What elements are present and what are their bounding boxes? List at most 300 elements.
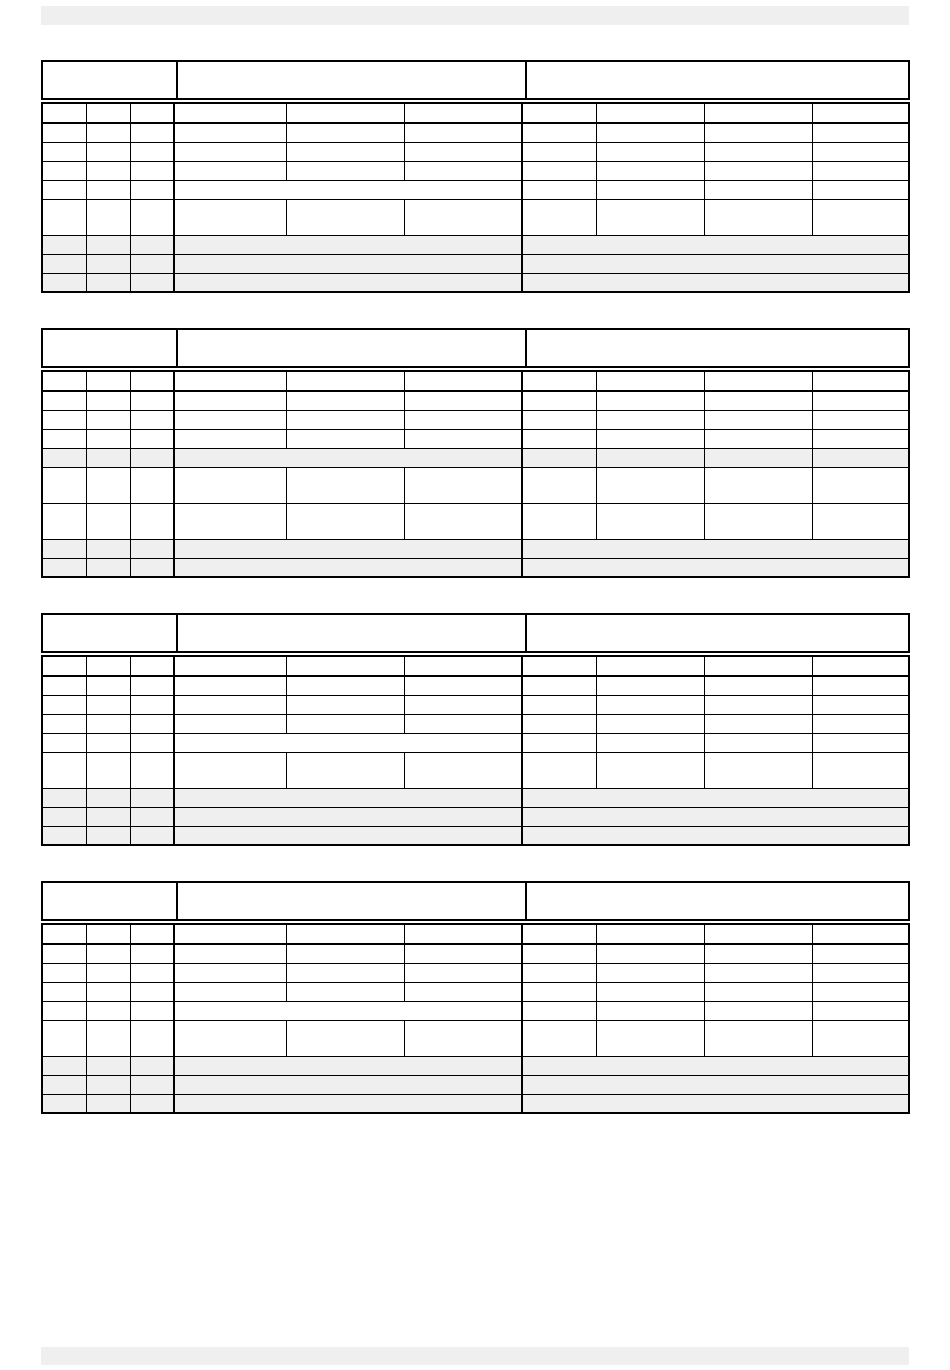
table-cell (522, 235, 909, 254)
table-cell (42, 826, 86, 845)
table-cell (130, 1094, 174, 1113)
table-cell (130, 410, 174, 429)
table-cell (812, 103, 909, 123)
table-cell (86, 391, 130, 410)
table-cell (174, 123, 286, 142)
table-cell (522, 1094, 909, 1113)
table-row (42, 676, 909, 695)
table-cell (42, 1056, 86, 1075)
table-cell (86, 714, 130, 733)
table-cell (522, 982, 596, 1001)
table-cell (704, 103, 812, 123)
table-cell (130, 235, 174, 254)
header-divider (176, 330, 178, 366)
table-cell (42, 161, 86, 180)
table-cell (86, 982, 130, 1001)
table-cell (704, 982, 812, 1001)
table-row (42, 807, 909, 826)
table-row (42, 963, 909, 982)
table-cell (404, 656, 522, 676)
header-divider (525, 615, 527, 651)
table-cell (286, 1020, 404, 1056)
table-cell (522, 123, 596, 142)
table-cell (596, 676, 704, 695)
table-cell (812, 982, 909, 1001)
table-cell (404, 103, 522, 123)
table-header-strip (41, 613, 910, 653)
table-cell (130, 788, 174, 807)
table-cell (522, 752, 596, 788)
table-cell (86, 752, 130, 788)
table-cell (174, 982, 286, 1001)
table-cell (812, 676, 909, 695)
table-cell (404, 944, 522, 963)
table-cell (174, 656, 286, 676)
table-cell (704, 963, 812, 982)
table-row (42, 788, 909, 807)
table-cell (130, 733, 174, 752)
table-cell (286, 142, 404, 161)
table-cell (704, 1020, 812, 1056)
table-cell (812, 503, 909, 539)
table-cell (704, 180, 812, 199)
table-cell (174, 273, 522, 292)
table-cell (130, 1001, 174, 1020)
table-cell (130, 371, 174, 391)
table-cell (704, 429, 812, 448)
table-cell (596, 963, 704, 982)
header-divider (525, 62, 527, 98)
data-grid (41, 655, 910, 846)
table-cell (42, 180, 86, 199)
table-cell (42, 963, 86, 982)
table-cell (596, 199, 704, 235)
table-cell (522, 558, 909, 577)
table-cell (42, 1075, 86, 1094)
table-cell (130, 273, 174, 292)
table-cell (704, 448, 812, 467)
table-cell (42, 142, 86, 161)
table-cell (174, 103, 286, 123)
table-cell (522, 1001, 596, 1020)
table-cell (130, 254, 174, 273)
table-cell (86, 558, 130, 577)
table-cell (404, 695, 522, 714)
table-cell (86, 944, 130, 963)
table-cell (596, 714, 704, 733)
table-row (42, 391, 909, 410)
column-header-row (42, 656, 909, 676)
table-cell (812, 391, 909, 410)
table-cell (42, 733, 86, 752)
table-cell (286, 199, 404, 235)
table-cell (522, 714, 596, 733)
table-cell (174, 235, 522, 254)
table-cell (704, 467, 812, 503)
table-cell (286, 695, 404, 714)
table-cell (704, 1001, 812, 1020)
table-cell (522, 826, 909, 845)
table-cell (130, 142, 174, 161)
table-cell (286, 161, 404, 180)
table-cell (42, 429, 86, 448)
table-cell (522, 944, 596, 963)
table-cell (130, 963, 174, 982)
table-row (42, 733, 909, 752)
table-cell (130, 180, 174, 199)
table-cell (86, 1075, 130, 1094)
table-cell (596, 103, 704, 123)
table-cell (42, 467, 86, 503)
table-cell (174, 807, 522, 826)
table-cell (174, 826, 522, 845)
table-cell (596, 410, 704, 429)
header-divider (525, 883, 527, 919)
table-cell (404, 467, 522, 503)
table-cell (174, 161, 286, 180)
table-cell (286, 123, 404, 142)
table-cell (812, 429, 909, 448)
table-cell (86, 807, 130, 826)
table-cell (704, 695, 812, 714)
table-cell (704, 944, 812, 963)
table-cell (174, 788, 522, 807)
table-cell (522, 656, 596, 676)
table-cell (86, 788, 130, 807)
table-cell (286, 963, 404, 982)
table-cell (130, 944, 174, 963)
table-row (42, 714, 909, 733)
table-cell (522, 199, 596, 235)
table-cell (596, 1001, 704, 1020)
table-row (42, 503, 909, 539)
table-cell (596, 448, 704, 467)
table-cell (404, 123, 522, 142)
table-cell (812, 752, 909, 788)
table-cell (596, 467, 704, 503)
table-cell (86, 273, 130, 292)
table-cell (86, 924, 130, 944)
table-cell (704, 656, 812, 676)
table-cell (42, 807, 86, 826)
table-cell (522, 676, 596, 695)
table-cell (174, 558, 522, 577)
table-cell (596, 695, 704, 714)
table-cell (86, 142, 130, 161)
table-cell (812, 161, 909, 180)
table-cell (286, 752, 404, 788)
table-cell (86, 656, 130, 676)
table-cell (174, 467, 286, 503)
table-cell (596, 391, 704, 410)
table-cell (812, 714, 909, 733)
table-cell (596, 142, 704, 161)
table-cell (86, 733, 130, 752)
table-cell (42, 924, 86, 944)
table-row (42, 180, 909, 199)
table-cell (86, 695, 130, 714)
table-cell (130, 982, 174, 1001)
table-row (42, 826, 909, 845)
table-cell (522, 1056, 909, 1075)
table-cell (404, 1020, 522, 1056)
table-cell (286, 944, 404, 963)
table-cell (404, 410, 522, 429)
table-cell (812, 733, 909, 752)
table-row (42, 273, 909, 292)
table-cell (404, 963, 522, 982)
table-cell (174, 371, 286, 391)
table-cell (286, 924, 404, 944)
table-cell (704, 410, 812, 429)
table-cell (42, 391, 86, 410)
table-cell (130, 714, 174, 733)
table-cell (404, 503, 522, 539)
table-row (42, 1075, 909, 1094)
table-cell (42, 235, 86, 254)
header-divider (525, 330, 527, 366)
column-header-row (42, 103, 909, 123)
table-cell (404, 142, 522, 161)
table-cell (130, 103, 174, 123)
table-cell (704, 503, 812, 539)
table-cell (86, 676, 130, 695)
table-cell (130, 391, 174, 410)
table-cell (86, 429, 130, 448)
table-cell (42, 410, 86, 429)
table-cell (522, 807, 909, 826)
table-cell (42, 1020, 86, 1056)
table-cell (86, 103, 130, 123)
table-cell (522, 448, 596, 467)
table-cell (286, 503, 404, 539)
table-cell (522, 1020, 596, 1056)
table-cell (596, 429, 704, 448)
footer-band (41, 1347, 909, 1365)
table-header-strip (41, 881, 910, 921)
table-cell (404, 391, 522, 410)
table-row (42, 429, 909, 448)
table-cell (130, 503, 174, 539)
table-cell (404, 752, 522, 788)
table-cell (404, 714, 522, 733)
table-row (42, 123, 909, 142)
table-cell (86, 503, 130, 539)
table-cell (522, 273, 909, 292)
table-cell (174, 503, 286, 539)
table-cell (522, 963, 596, 982)
table-cell (704, 371, 812, 391)
data-grid (41, 370, 910, 578)
table-row (42, 161, 909, 180)
table-cell (596, 982, 704, 1001)
table-cell (596, 180, 704, 199)
table-cell (596, 123, 704, 142)
table-cell (286, 391, 404, 410)
table-row (42, 558, 909, 577)
table-cell (42, 695, 86, 714)
table-cell (42, 448, 86, 467)
table-cell (522, 429, 596, 448)
table-cell (812, 371, 909, 391)
table-cell (404, 161, 522, 180)
table-cell (42, 254, 86, 273)
table-cell (174, 944, 286, 963)
table-cell (86, 180, 130, 199)
header-band (41, 6, 909, 25)
table-cell (42, 103, 86, 123)
table-cell (522, 695, 596, 714)
table-cell (174, 410, 286, 429)
table-cell (812, 467, 909, 503)
table-cell (596, 924, 704, 944)
table-cell (812, 656, 909, 676)
table-cell (86, 254, 130, 273)
table-cell (86, 1056, 130, 1075)
table-cell (174, 448, 522, 467)
table-cell (174, 539, 522, 558)
table-cell (812, 199, 909, 235)
table-row (42, 982, 909, 1001)
table-cell (404, 371, 522, 391)
table-cell (704, 391, 812, 410)
table-cell (596, 656, 704, 676)
table-row (42, 199, 909, 235)
table-cell (42, 371, 86, 391)
table-cell (596, 752, 704, 788)
table-row (42, 410, 909, 429)
table-cell (286, 103, 404, 123)
table-cell (130, 656, 174, 676)
table-header-strip (41, 328, 910, 368)
table-cell (522, 142, 596, 161)
table-cell (286, 429, 404, 448)
table-row (42, 1056, 909, 1075)
table-cell (174, 1020, 286, 1056)
table-cell (704, 161, 812, 180)
table-cell (86, 1094, 130, 1113)
table-row (42, 1001, 909, 1020)
table-cell (286, 714, 404, 733)
table-cell (42, 273, 86, 292)
table-cell (174, 963, 286, 982)
table-cell (42, 503, 86, 539)
table-cell (174, 180, 522, 199)
header-divider (176, 615, 178, 651)
table-cell (522, 371, 596, 391)
table-cell (130, 826, 174, 845)
table-row (42, 695, 909, 714)
table-cell (130, 467, 174, 503)
table-cell (174, 142, 286, 161)
table-cell (286, 982, 404, 1001)
table-cell (522, 467, 596, 503)
table-cell (174, 714, 286, 733)
table-cell (42, 656, 86, 676)
table-cell (522, 1075, 909, 1094)
table-cell (704, 142, 812, 161)
table-cell (42, 676, 86, 695)
table-cell (596, 1020, 704, 1056)
table-cell (42, 944, 86, 963)
table-cell (596, 733, 704, 752)
column-header-row (42, 371, 909, 391)
data-grid (41, 923, 910, 1114)
table-cell (522, 161, 596, 180)
table-header-strip (41, 60, 910, 100)
table-row (42, 235, 909, 254)
table-row (42, 944, 909, 963)
table-cell (42, 752, 86, 788)
table-row (42, 142, 909, 161)
table-cell (522, 788, 909, 807)
table-cell (130, 695, 174, 714)
table-cell (130, 123, 174, 142)
table-cell (86, 235, 130, 254)
table-cell (812, 1020, 909, 1056)
table-cell (812, 963, 909, 982)
table-cell (130, 752, 174, 788)
table-cell (704, 714, 812, 733)
header-divider (176, 62, 178, 98)
table-row (42, 254, 909, 273)
table-cell (812, 410, 909, 429)
table-cell (174, 429, 286, 448)
table-cell (174, 1075, 522, 1094)
table-row (42, 1020, 909, 1056)
table-cell (130, 558, 174, 577)
table-cell (704, 752, 812, 788)
table-cell (42, 199, 86, 235)
table-cell (174, 1094, 522, 1113)
table-cell (704, 924, 812, 944)
table-cell (86, 467, 130, 503)
table-cell (86, 410, 130, 429)
table-cell (812, 180, 909, 199)
table-cell (812, 448, 909, 467)
table-cell (130, 429, 174, 448)
table-cell (704, 676, 812, 695)
table-cell (174, 752, 286, 788)
table-cell (174, 924, 286, 944)
table-cell (174, 1056, 522, 1075)
table-cell (42, 788, 86, 807)
table-cell (522, 254, 909, 273)
table-cell (174, 391, 286, 410)
table-row (42, 467, 909, 503)
table-cell (130, 1020, 174, 1056)
column-header-row (42, 924, 909, 944)
table-cell (86, 448, 130, 467)
table-cell (42, 558, 86, 577)
table-cell (812, 944, 909, 963)
table-cell (404, 924, 522, 944)
table-cell (42, 1094, 86, 1113)
table-cell (174, 733, 522, 752)
table-cell (86, 1020, 130, 1056)
table-cell (130, 924, 174, 944)
table-cell (42, 539, 86, 558)
table-cell (86, 826, 130, 845)
table-row (42, 1094, 909, 1113)
table-cell (404, 429, 522, 448)
table-cell (596, 944, 704, 963)
table-row (42, 752, 909, 788)
table-cell (596, 161, 704, 180)
table-cell (704, 199, 812, 235)
table-cell (174, 1001, 522, 1020)
table-cell (596, 371, 704, 391)
